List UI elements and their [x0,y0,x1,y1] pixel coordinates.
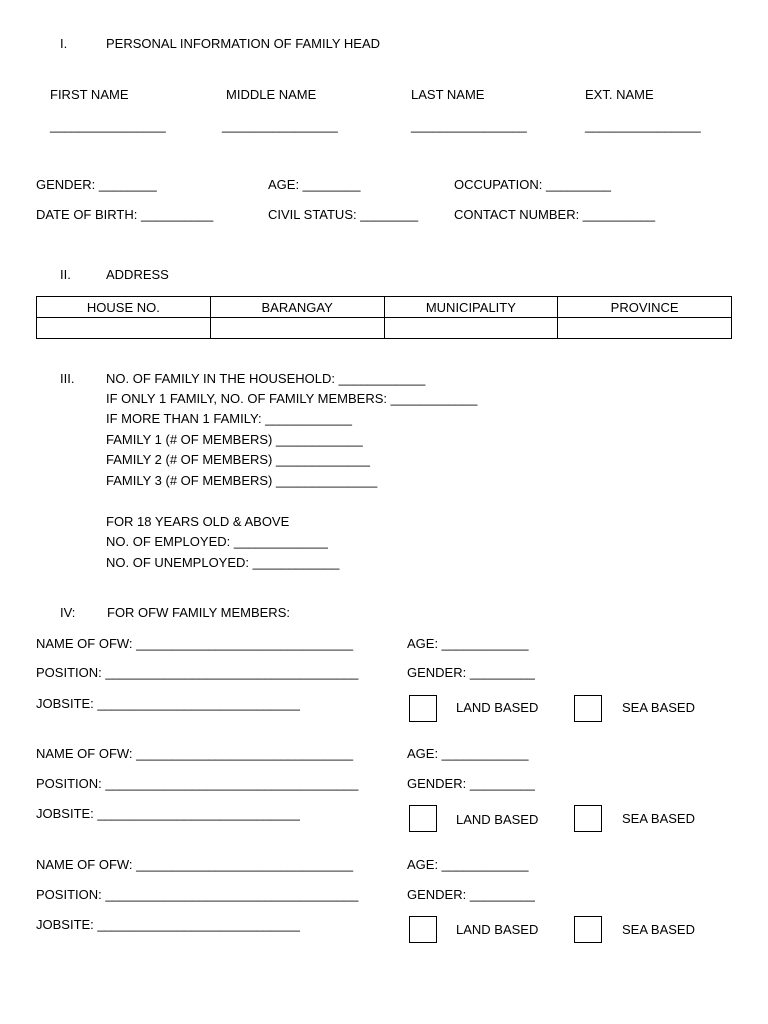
province-header: PROVINCE [558,297,732,318]
unemployed-count[interactable]: NO. OF UNEMPLOYED: ____________ [106,555,340,570]
ofw-3-sea-based-checkbox[interactable] [574,916,602,943]
house-no-cell[interactable] [37,318,211,339]
ofw-1-land-based-checkbox[interactable] [409,695,437,722]
ofw-2-jobsite[interactable]: JOBSITE: ____________________________ [36,806,300,821]
multiple-family-count[interactable]: IF MORE THAN 1 FAMILY: ____________ [106,411,352,426]
ofw-2-position[interactable]: POSITION: ___________________________________ [36,776,359,791]
household-family-count[interactable]: NO. OF FAMILY IN THE HOUSEHOLD: ____________ [106,371,426,386]
ofw-3-land-based-label: LAND BASED [456,922,539,937]
ofw-2-age[interactable]: AGE: ____________ [407,746,529,761]
section-2-title: ADDRESS [106,267,169,282]
adults-heading: FOR 18 YEARS OLD & ABOVE [106,514,290,529]
employed-count[interactable]: NO. OF EMPLOYED: _____________ [106,534,328,549]
gender-field[interactable]: GENDER: ________ [36,177,157,192]
ofw-3-position[interactable]: POSITION: ___________________________________ [36,887,359,902]
section-1-number: I. [60,36,68,51]
last-name-blank[interactable]: ________________ [411,118,527,133]
municipality-cell[interactable] [384,318,558,339]
address-table [36,296,732,339]
section-4-title: FOR OFW FAMILY MEMBERS: [107,605,290,620]
ofw-2-land-based-checkbox[interactable] [409,805,437,832]
ofw-1-name[interactable]: NAME OF OFW: ______________________________ [36,636,354,651]
ofw-1-position[interactable]: POSITION: ___________________________________ [36,665,359,680]
last-name-label: LAST NAME [411,87,485,102]
ofw-1-sea-based-checkbox[interactable] [574,695,602,722]
ofw-3-sea-based-label: SEA BASED [622,922,695,937]
ofw-3-land-based-checkbox[interactable] [409,916,437,943]
ext-name-label: EXT. NAME [585,87,654,102]
ext-name-blank[interactable]: ________________ [585,118,701,133]
civil-status-field[interactable]: CIVIL STATUS: ________ [268,207,419,222]
section-1-title: PERSONAL INFORMATION OF FAMILY HEAD [106,36,381,51]
contact-number-field[interactable]: CONTACT NUMBER: __________ [454,207,656,222]
age-field[interactable]: AGE: ________ [268,177,361,192]
ofw-2-sea-based-checkbox[interactable] [574,805,602,832]
ofw-2-gender[interactable]: GENDER: _________ [407,776,535,791]
house-no-header: HOUSE NO. [37,297,211,318]
barangay-header: BARANGAY [210,297,384,318]
ofw-3-name[interactable]: NAME OF OFW: ______________________________ [36,857,354,872]
ofw-1-jobsite[interactable]: JOBSITE: ____________________________ [36,696,300,711]
municipality-header: MUNICIPALITY [384,297,558,318]
ofw-3-jobsite[interactable]: JOBSITE: ____________________________ [36,917,300,932]
barangay-cell[interactable] [210,318,384,339]
ofw-1-age[interactable]: AGE: ____________ [407,636,529,651]
ofw-1-gender[interactable]: GENDER: _________ [407,665,535,680]
section-2-number: II. [60,267,71,282]
first-name-label: FIRST NAME [50,87,129,102]
family-1-members[interactable]: FAMILY 1 (# OF MEMBERS) ____________ [106,432,363,447]
date-of-birth-field[interactable]: DATE OF BIRTH: __________ [36,207,214,222]
ofw-3-age[interactable]: AGE: ____________ [407,857,529,872]
ofw-2-land-based-label: LAND BASED [456,812,539,827]
family-2-members[interactable]: FAMILY 2 (# OF MEMBERS) _____________ [106,452,370,467]
first-name-blank[interactable]: ________________ [50,118,166,133]
section-4-number: IV: [60,605,76,620]
address-input-row [37,318,732,339]
middle-name-label: MIDDLE NAME [226,87,317,102]
middle-name-blank[interactable]: ________________ [222,118,338,133]
ofw-3-gender[interactable]: GENDER: _________ [407,887,535,902]
occupation-field[interactable]: OCCUPATION: _________ [454,177,612,192]
section-3-number: III. [60,371,75,386]
family-3-members[interactable]: FAMILY 3 (# OF MEMBERS) ______________ [106,473,378,488]
single-family-members[interactable]: IF ONLY 1 FAMILY, NO. OF FAMILY MEMBERS: ____________ [106,391,478,406]
province-cell[interactable] [558,318,732,339]
ofw-1-sea-based-label: SEA BASED [622,700,695,715]
ofw-2-sea-based-label: SEA BASED [622,811,695,826]
address-header-row [37,297,732,318]
ofw-2-name[interactable]: NAME OF OFW: ______________________________ [36,746,354,761]
ofw-1-land-based-label: LAND BASED [456,700,539,715]
